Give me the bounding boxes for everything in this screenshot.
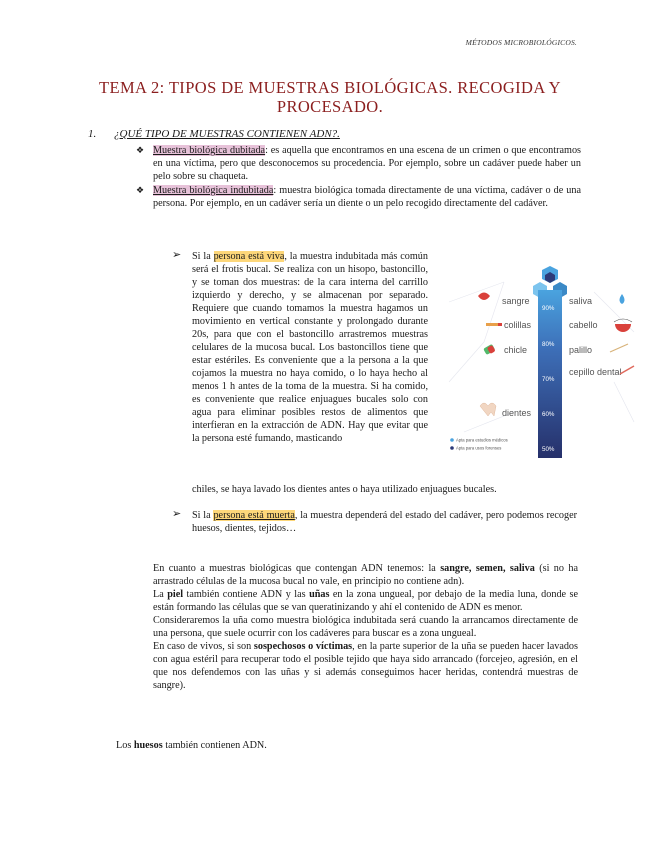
header-note: MÉTODOS MICROBIOLÓGICOS. bbox=[465, 38, 577, 47]
subpoint-highlight: persona está muerta bbox=[213, 510, 295, 521]
bullet-text: : muestra biológica tomada directamente de una víctima, cadáver o de una persona. Por ejemplo, en un cadáver sería un diente o un pelo recogido directamente del cadáver. bbox=[153, 185, 581, 209]
page-title bbox=[70, 78, 590, 116]
subpoint-text: , la muestra indubitada más común será el frotis bucal. Se realiza con un hisopo, bastoncillo, y se toman dos muestras: de la cara interna del carrillo izquierdo y derecho, y se almacenan por separado. Requiere que cuando tomamos la muestra hagamos un movimiento en vertical constante y prolongado durante 20s, para que con el bastoncillo arrastremos muestras celulares de la mucosa bucal. Los bastoncillos tiene que estar estériles. Es conveniente que a la persona a la que cojamos la muestra no haya comido, o lo haya hecho al menos 1 h antes de la toma de la muestra. Si ha comido, es conveniente que realice enjuagues bucales solo con agua para eliminar posibles restos de alimentos que interfieran en la extracción de ADN. Hay que evitar que la persona esté fumando, masticando bbox=[192, 251, 428, 444]
paragraph-3: Consideraremos la uña como muestra biológica indubitada será cuando la arrancamos directamente de una persona, que suele ocurrir con los cadáveres para buscar es a zona ungueal. bbox=[153, 615, 578, 639]
paragraph-2: La piel también contiene ADN y las uñas en la zona ungueal, por debajo de la media luna, donde se están formando las células que se van queratinizando y ahí el contenido de ADN es menor. bbox=[153, 589, 578, 613]
tooth-icon bbox=[480, 403, 496, 416]
dna-sample-infographic bbox=[444, 262, 639, 466]
arrow-bullet-icon: ➢ bbox=[172, 249, 182, 261]
label-palillo: palillo bbox=[569, 345, 593, 355]
subpoint-pre: Si la bbox=[192, 251, 214, 262]
label-saliva: saliva bbox=[569, 296, 593, 306]
paragraph-4: En caso de vivos, si son sospechosos o víctimas, en la parte superior de la uña se pueden hacer lavados con agua estéril para recuperar todo el posible tejido que haya sido arrancado (forcejeo, agresión, en el que nos defendemos con las uñas y si además conseguimos hacer heridas, contendrá muestras de sangre). bbox=[153, 641, 578, 691]
section-heading bbox=[88, 128, 340, 140]
bullet-term: Muestra biológica dubitada bbox=[153, 145, 266, 156]
bullet-dubitada bbox=[136, 144, 581, 183]
tick-70: 70% bbox=[542, 376, 555, 383]
saliva-drop-icon bbox=[620, 294, 625, 304]
label-cepillo: cepillo dental bbox=[569, 367, 622, 377]
subpoint-highlight: persona está viva bbox=[213, 251, 285, 262]
diamond-bullet-icon: ❖ bbox=[136, 185, 145, 195]
hair-icon bbox=[615, 324, 631, 332]
toothbrush-icon bbox=[620, 366, 634, 374]
bullet-indubitada bbox=[136, 184, 581, 210]
title-line-1: TEMA 2: TIPOS DE MUESTRAS BIOLÓGICAS. RECOGIDA Y bbox=[99, 78, 561, 97]
subpoint-alive-tail: chiles, se haya lavado los dientes antes o haya utilizado enjuagues bucales. bbox=[192, 484, 497, 495]
bullet-term: Muestra biológica indubitada bbox=[153, 185, 274, 196]
paragraph-5: Los huesos también contienen ADN. bbox=[116, 740, 267, 751]
label-colillas: colillas bbox=[504, 320, 532, 330]
label-chicle: chicle bbox=[504, 345, 528, 355]
legend-dot-forensic bbox=[450, 446, 454, 450]
title-line-2: PROCESADO. bbox=[276, 97, 384, 116]
paragraph-1: En cuanto a muestras biológicas que contengan ADN tenemos: la sangre, semen, saliva (si no ha arrastrado células de la mucosa bucal no vale, en principio no contiene adn). bbox=[153, 563, 578, 587]
subpoint-dead bbox=[192, 509, 577, 535]
subpoint-pre: Si la bbox=[192, 510, 214, 521]
section-number: 1. bbox=[88, 128, 97, 140]
cigarette-icon bbox=[486, 323, 500, 326]
subpoint-text: , la muestra dependerá del estado del cadáver, pero podemos recoger huesos, dientes, tejidos… bbox=[192, 510, 577, 534]
bullet-text: : es aquella que encontramos en una escena de un crimen o que encontramos en una víctima, pero que desconocemos su procedencia. Por ejemplo, sobre un cadáver puede haber un pelo sobre su chaqueta. bbox=[153, 145, 582, 182]
tick-80: 80% bbox=[542, 341, 555, 348]
dna-paragraphs bbox=[153, 562, 578, 692]
legend-forensic: Apta para usos forenses bbox=[456, 445, 502, 451]
tick-60: 60% bbox=[542, 411, 555, 418]
blood-drop-icon bbox=[478, 293, 490, 301]
label-sangre: sangre bbox=[502, 296, 530, 306]
label-cabello: cabello bbox=[569, 320, 598, 330]
toothpick-icon bbox=[610, 344, 628, 352]
arrow-bullet-icon: ➢ bbox=[172, 508, 182, 520]
percentage-bar bbox=[538, 290, 562, 458]
legend-dot-medical bbox=[450, 438, 454, 442]
tick-90: 90% bbox=[542, 305, 555, 312]
label-dientes: dientes bbox=[502, 408, 532, 418]
tick-50: 50% bbox=[542, 446, 555, 453]
diamond-bullet-icon: ❖ bbox=[136, 145, 145, 155]
subpoint-alive bbox=[192, 250, 428, 445]
section-title: ¿QUÉ TIPO DE MUESTRAS CONTIENEN ADN?. bbox=[114, 128, 340, 140]
legend-medical: Apta para estudios médicos bbox=[456, 437, 508, 443]
